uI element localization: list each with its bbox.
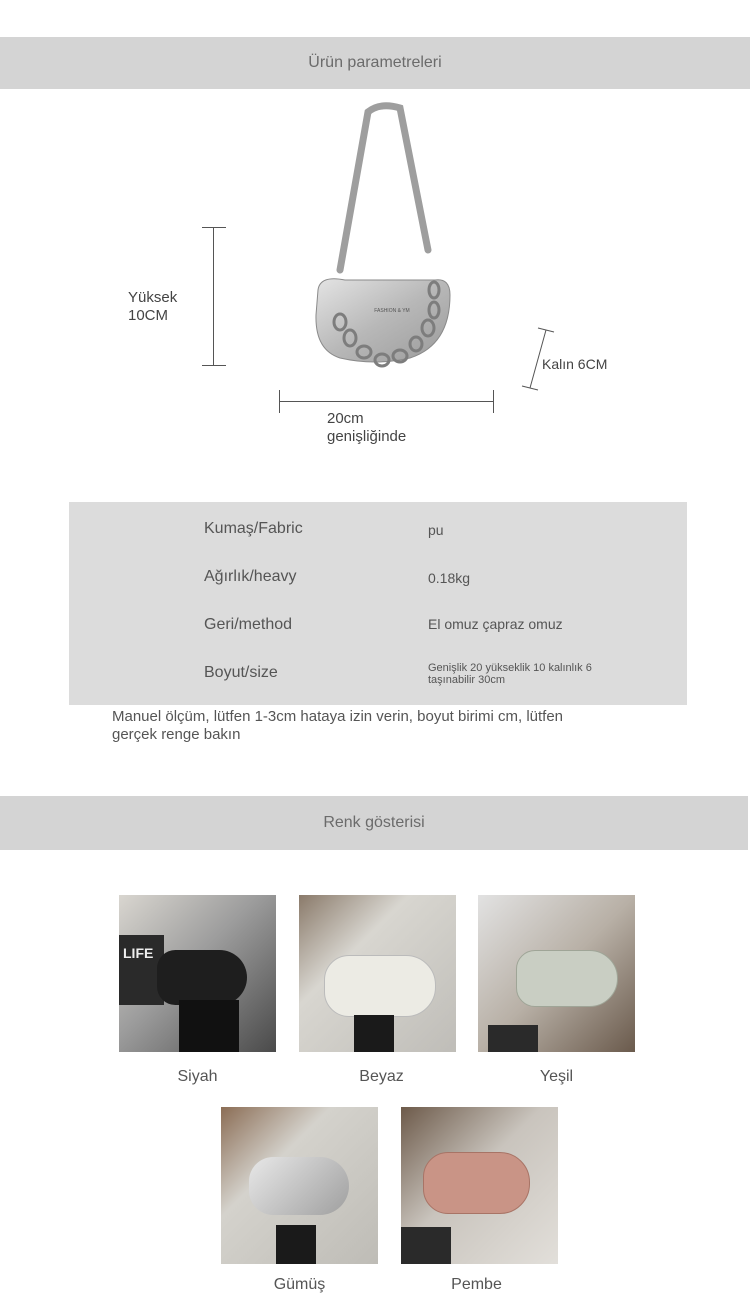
height-tick-top <box>202 227 226 228</box>
width-tick-right <box>493 390 494 413</box>
bag-illustration <box>300 100 470 380</box>
spec-label-weight: Ağırlık/heavy <box>204 568 297 585</box>
spec-value-weight: 0.18kg <box>428 570 471 586</box>
color-photo-black[interactable] <box>119 895 276 1052</box>
bag-shape <box>157 950 247 1005</box>
spec-label-fabric: Kumaş/Fabric <box>204 520 303 537</box>
color-label-white: Beyaz <box>359 1068 404 1085</box>
spec-value-size: Genişlik 20 yükseklik 10 kalınlık 6 taşınabilir 30cm <box>428 662 592 686</box>
spec-table <box>69 502 687 705</box>
color-photo-green[interactable] <box>478 895 635 1052</box>
section-title: Renk gösterisi <box>323 814 425 831</box>
height-tick-bottom <box>202 365 226 366</box>
width-label: 20cm genişliğinde <box>327 410 407 445</box>
bag-shape <box>324 955 436 1017</box>
spec-value-method: El omuz çapraz omuz <box>428 616 563 632</box>
color-photo-pink[interactable] <box>401 1107 558 1264</box>
width-line <box>279 401 494 402</box>
thickness-label: Kalın 6CM <box>542 356 608 372</box>
color-label-pink: Pembe <box>451 1276 502 1293</box>
color-photo-white[interactable] <box>299 895 456 1052</box>
spec-label-size: Boyut/size <box>204 664 278 681</box>
color-label-green: Yeşil <box>539 1068 574 1085</box>
section-header-params <box>0 37 750 89</box>
bag-shape <box>516 950 618 1007</box>
color-photo-silver[interactable] <box>221 1107 378 1264</box>
magazine-text: LIFE <box>123 945 154 961</box>
bag-logo: FASHION & YM <box>374 308 410 314</box>
spec-value-fabric: pu <box>428 522 444 538</box>
height-line <box>213 227 214 365</box>
section-header-colors <box>0 796 748 850</box>
height-label: Yüksek 10CM <box>128 289 178 324</box>
width-tick-left <box>279 390 280 413</box>
bag-shape <box>423 1152 530 1214</box>
spec-label-method: Geri/method <box>204 616 293 633</box>
color-label-silver: Gümüş <box>273 1276 326 1293</box>
bag-shape <box>249 1157 349 1215</box>
measurement-note: Manuel ölçüm, lütfen 1-3cm hataya izin verin, boyut birimi cm, lütfen gerçek renge bakın <box>112 708 564 743</box>
section-title: Ürün parametreleri <box>308 54 442 71</box>
color-label-black: Siyah <box>177 1068 218 1085</box>
